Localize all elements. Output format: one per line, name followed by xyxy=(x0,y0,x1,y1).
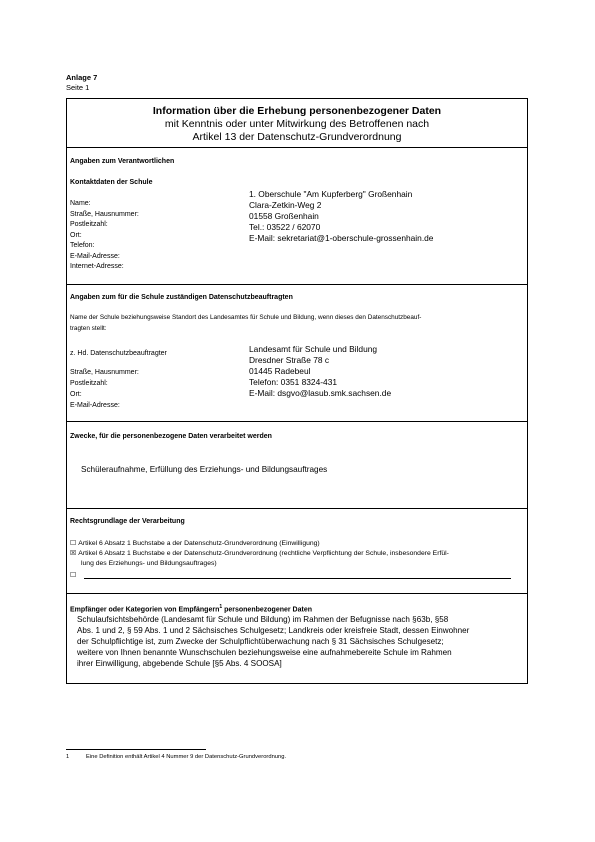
school-zip-city: 01558 Großenhain xyxy=(249,211,319,221)
controller-label-web: Internet-Adresse: xyxy=(70,263,124,270)
controller-label-phone: Telefon: xyxy=(70,242,95,249)
checkbox-unchecked[interactable]: ☐ xyxy=(70,571,77,579)
dpo-label-attn: z. Hd. Datenschutzbeauftragter xyxy=(70,350,167,357)
recipients-line: ihrer Einwilligung, abgebende Schule [§5 Abs. 4 SOOSA] xyxy=(77,659,282,668)
dpo-zip-city: 01445 Radebeul xyxy=(249,366,311,376)
divider xyxy=(67,147,527,148)
dpo-note-line2: tragten stellt: xyxy=(70,325,107,332)
controller-label-street: Straße, Hausnummer: xyxy=(70,211,139,218)
checkbox-unchecked[interactable]: ☐ xyxy=(70,539,77,547)
school-street: Clara-Zetkin-Weg 2 xyxy=(249,200,322,210)
controller-label-city: Ort: xyxy=(70,232,82,239)
dpo-label-city: Ort: xyxy=(70,391,82,398)
footnote-ref: 1 xyxy=(219,604,223,610)
school-name: 1. Oberschule "Am Kupferberg" Großenhain xyxy=(249,189,413,199)
controller-label-email: E-Mail-Adresse: xyxy=(70,253,120,260)
dpo-label-email: E-Mail-Adresse: xyxy=(70,402,120,409)
recipients-line: weitere von Ihnen benannte Wunschschulen beziehungsweise eine aufnahmebereite Schule im Rahmen xyxy=(77,648,452,657)
legal-option-text: Artikel 6 Absatz 1 Buchstabe e der Datenschutz-Grundverordnung (rechtliche Verpflichtung der Schule, insbesondere Erfül- xyxy=(78,550,449,557)
divider xyxy=(67,421,527,422)
recipients-line: der Schulpflichtige ist, zum Zwecke der Schulpflichtüberwachung nach § 31 Sächsisches Schulgesetz; xyxy=(77,637,444,646)
school-phone: Tel.: 03522 / 62070 xyxy=(249,222,321,232)
dpo-label-zip: Postleitzahl: xyxy=(70,380,108,387)
recipients-line: Abs. 1 und 2, § 59 Abs. 1 und 2 Sächsisches Schulgesetz; Landkreis oder kreisfreie Stadt, dessen Einwohner xyxy=(77,626,470,635)
recipients-heading: Empfänger oder Kategorien von Empfängern$^1$ personenbezogener Daten xyxy=(70,604,312,614)
controller-label-zip: Postleitzahl: xyxy=(70,221,108,228)
footnote xyxy=(66,754,286,760)
dpo-label-street: Straße, Hausnummer: xyxy=(70,369,139,376)
form-box xyxy=(66,98,528,684)
controller-label-name: Name: xyxy=(70,200,91,207)
legal-option-text: Artikel 6 Absatz 1 Buchstabe a der Datenschutz-Grundverordnung (Einwilligung) xyxy=(78,540,320,547)
recipients-line: Schulaufsichtsbehörde (Landesamt für Schule und Bildung) im Rahmen der Befugnisse nach §63b, §58 xyxy=(77,615,449,624)
checkbox-checked[interactable]: ☒ xyxy=(70,549,77,557)
divider xyxy=(67,508,527,509)
legal-option-public-task xyxy=(70,548,519,559)
purposes-heading: Zwecke, für die personenbezogene Daten verarbeitet werden xyxy=(70,433,272,440)
dpo-phone: Telefon: 0351 8324-431 xyxy=(249,377,338,387)
legal-basis-heading: Rechtsgrundlage der Verarbeitung xyxy=(70,518,185,525)
form-subtitle-1: mit Kenntnis oder unter Mitwirkung des Betroffenen nach xyxy=(164,118,430,130)
legal-option-continuation: lung des Erziehungs- und Bildungsauftrages) xyxy=(81,560,217,567)
form-title: Information über die Erhebung personenbezogener Daten xyxy=(152,105,442,117)
dpo-org: Landesamt für Schule und Bildung xyxy=(249,344,378,354)
dpo-heading: Angaben zum für die Schule zuständigen Datenschutzbeauftragten xyxy=(70,294,293,301)
dpo-note-line1: Name der Schule beziehungsweise Standort des Landesamtes für Schule und Bildung, wenn dieses den Datenschutzbeauf- xyxy=(70,314,422,321)
form-subtitle-2: Artikel 13 der Datenschutz-Grundverordnung xyxy=(192,131,402,143)
footnote-rule xyxy=(66,749,206,750)
divider xyxy=(67,284,527,285)
footnote-number: 1 xyxy=(66,754,70,760)
legal-option-other xyxy=(70,570,519,581)
school-email: E-Mail: sekretariat@1-oberschule-grossenhain.de xyxy=(249,233,434,243)
blank-entry-line[interactable] xyxy=(84,578,511,579)
purposes-text: Schüleraufnahme, Erfüllung des Erziehungs- und Bildungsauftrages xyxy=(81,465,328,474)
dpo-email: E-Mail: dsgvo@lasub.smk.sachsen.de xyxy=(249,388,392,398)
divider xyxy=(67,593,527,594)
page-label: Seite 1 xyxy=(66,83,90,92)
attachment-label: Anlage 7 xyxy=(66,73,98,82)
controller-heading: Angaben zum Verantwortlichen xyxy=(70,158,175,165)
dpo-street: Dresdner Straße 78 c xyxy=(249,355,330,365)
contact-subheading: Kontaktdaten der Schule xyxy=(70,179,153,186)
footnote-text: Eine Definition enthält Artikel 4 Nummer 9 der Datenschutz-Grundverordnung. xyxy=(86,754,287,760)
